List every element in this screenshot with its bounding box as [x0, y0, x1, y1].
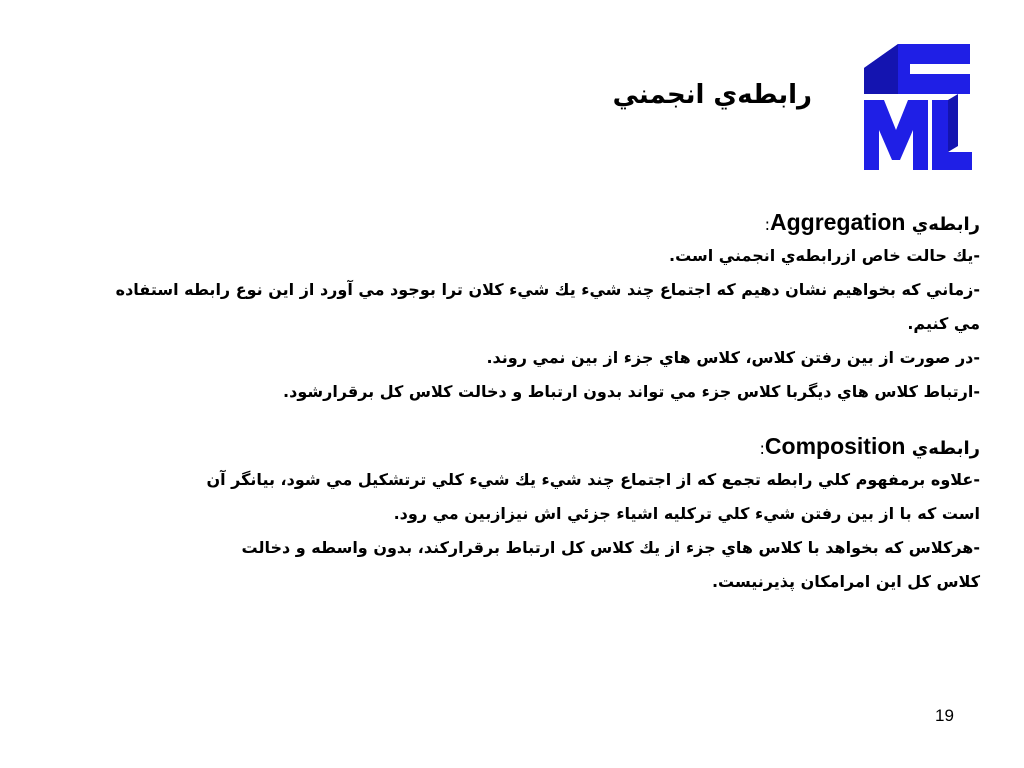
aggregation-heading: رابطه‌ي Aggregation:	[764, 209, 980, 235]
composition-line-4: كلاس كل اين امرامكان پذيرنيست.	[711, 572, 980, 591]
aggregation-line-2: -زماني كه بخواهيم نشان دهيم كه اجتماع چند شيء يك شيء كلان ترا بوجود مي آورد از اين نوع رابطه استفاده	[115, 280, 980, 299]
aggregation-line-5: -ارتباط كلاس هاي ديگربا كلاس جزء مي تواند بدون ارتباط و دخالت كلاس كل برقرارشود.	[283, 382, 980, 401]
aggregation-line-1: -يك حالت خاص ازرابطه‌ي انجمني است.	[669, 246, 980, 265]
aggregation-term: Aggregation	[770, 209, 906, 235]
composition-line-3: -هركلاس كه بخواهد با كلاس هاي جزء از يك كلاس كل ارتباط برقراركند، بدون واسطه و دخالت	[241, 538, 980, 557]
composition-term: Composition	[764, 433, 906, 459]
uml-logo	[858, 34, 978, 176]
slide-title: رابطه‌ي انجمني	[612, 80, 812, 110]
aggregation-line-3: مي كنيم.	[907, 314, 980, 333]
composition-line-2: است كه با از بين رفتن شيء كلي تركليه اشياء جزئي اش نيزازبين مي رود.	[393, 504, 980, 523]
page-number: 19	[935, 706, 954, 725]
composition-line-1: -علاوه برمفهوم كلي رابطه تجمع كه از اجتماع چند شيء يك شيء كلي ترتشكيل مي شود، بيانگر آن	[206, 470, 980, 489]
slide-content	[80, 205, 980, 599]
uml-logo-m	[864, 100, 928, 170]
composition-heading: رابطه‌ي Composition:	[759, 433, 980, 459]
aggregation-line-4: -در صورت از بين رفتن كلاس، كلاس هاي جزء از بين نمي روند.	[486, 348, 980, 367]
